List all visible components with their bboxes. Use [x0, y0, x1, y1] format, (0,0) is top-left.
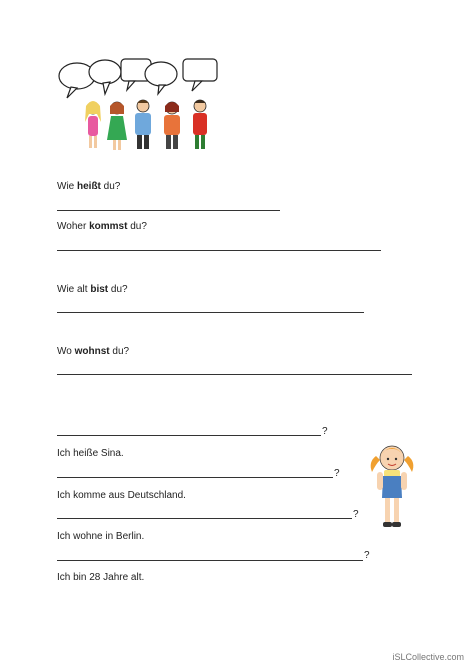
- question-2: [57, 221, 147, 232]
- answer-line-4[interactable]: [57, 374, 412, 375]
- question-mark-1: ?: [322, 426, 328, 437]
- footer-watermark: iSLCollective.com: [392, 652, 464, 662]
- question-line-2[interactable]: [57, 477, 333, 478]
- answer-line-1[interactable]: [57, 210, 280, 211]
- people-speech-bubbles-illustration: [55, 56, 225, 154]
- question-1-suffix: du?: [100, 181, 121, 192]
- question-1-verb: heißt: [77, 181, 101, 192]
- question-3: [57, 284, 128, 295]
- answer-text-4: Ich bin 28 Jahre alt.: [57, 572, 145, 583]
- question-mark-3: ?: [353, 509, 359, 520]
- question-3-verb: bist: [90, 284, 109, 295]
- question-1: [57, 181, 120, 192]
- question-4-prefix: Wo: [57, 346, 75, 357]
- question-2-prefix: Woher: [57, 221, 90, 232]
- question-3-suffix: du?: [108, 284, 128, 295]
- question-mark-2: ?: [334, 468, 340, 479]
- question-3-prefix: Wie alt: [57, 284, 91, 295]
- girl-illustration: [366, 440, 418, 532]
- question-2-verb: kommst: [89, 221, 128, 232]
- question-4: [57, 346, 129, 357]
- question-4-suffix: du?: [109, 346, 130, 357]
- question-line-1[interactable]: [57, 435, 321, 436]
- answer-line-3[interactable]: [57, 312, 364, 313]
- question-1-prefix: Wie: [57, 181, 77, 192]
- answer-text-2: Ich komme aus Deutschland.: [57, 490, 186, 501]
- question-mark-4: ?: [364, 550, 370, 561]
- answer-text-1: Ich heiße Sina.: [57, 448, 124, 459]
- answer-line-2[interactable]: [57, 250, 381, 251]
- question-2-suffix: du?: [127, 221, 147, 232]
- question-line-4[interactable]: [57, 560, 363, 561]
- question-line-3[interactable]: [57, 518, 352, 519]
- answer-text-3: Ich wohne in Berlin.: [57, 531, 145, 542]
- question-4-verb: wohnst: [74, 346, 110, 357]
